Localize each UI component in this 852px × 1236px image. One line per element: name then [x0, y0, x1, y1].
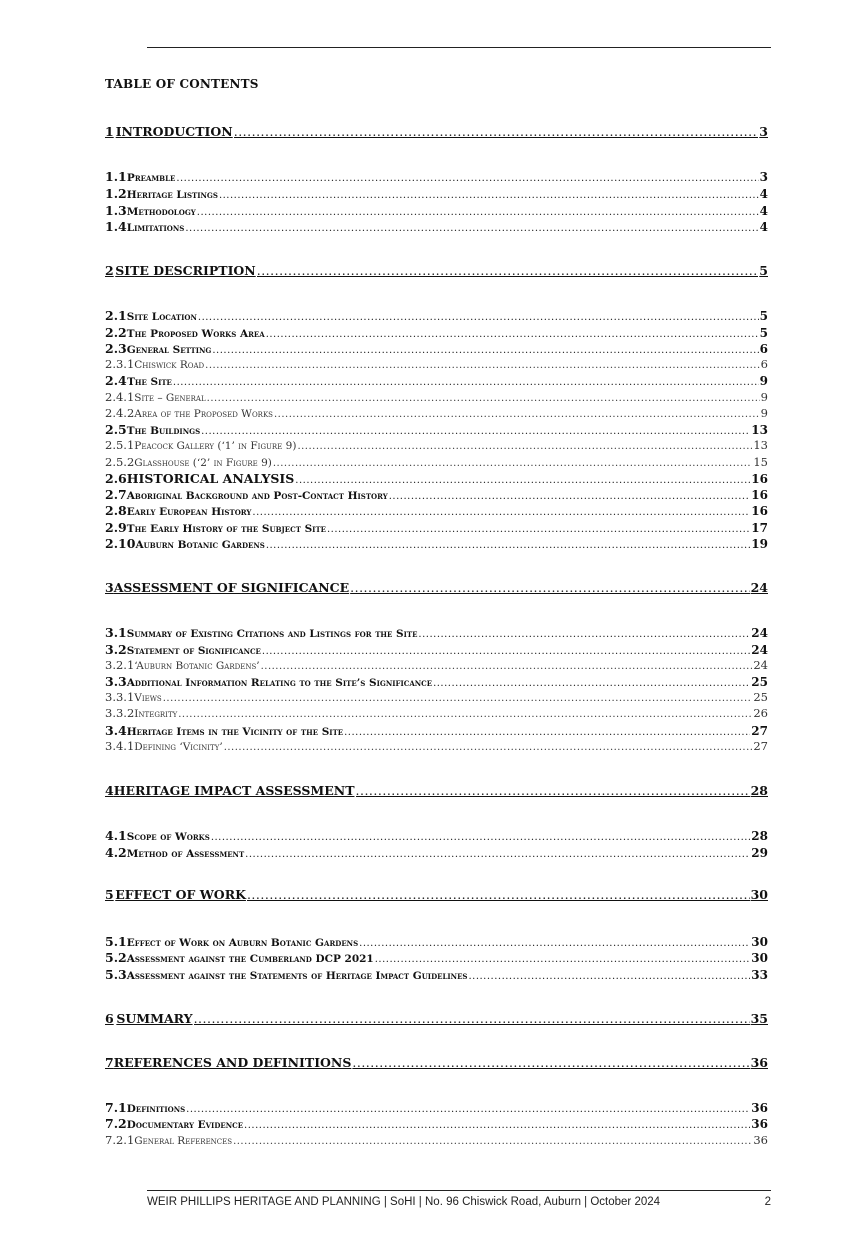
toc-entry-title: EFFECT OF WORK: [115, 887, 246, 902]
toc-entry-number: 3.4: [105, 723, 127, 738]
toc-entry-title: Views: [134, 692, 162, 704]
toc-entry-2-6[interactable]: [105, 471, 768, 486]
toc-entry-number: 1.1: [105, 169, 127, 184]
toc-entry-2[interactable]: [105, 263, 768, 278]
toc-entry-page: 30: [751, 935, 768, 949]
toc-entry-1-2[interactable]: [105, 186, 768, 201]
toc-entry-number: 2.3: [105, 341, 127, 356]
toc-entry-number: 2.3.1: [105, 357, 135, 371]
toc-entry-page: 25: [751, 675, 768, 689]
toc-entry-page: 4: [759, 187, 768, 201]
toc-entry-2-10[interactable]: [105, 536, 768, 551]
dot-leader: [356, 783, 750, 798]
toc-entry-page: 15: [753, 455, 768, 469]
toc-entry-title: Limitations: [126, 222, 185, 234]
toc-entry-page: 25: [753, 690, 768, 704]
toc-entry-3-3[interactable]: [105, 674, 768, 689]
toc-entry-title: Definitions: [126, 1103, 186, 1115]
toc-entry-page: 4: [759, 204, 768, 218]
toc-entry-page: 24: [750, 580, 768, 595]
footer-text: WEIR PHILLIPS HERITAGE AND PLANNING | SoHI | No. 96 Chiswick Road, Auburn | October 2024: [147, 1196, 661, 1208]
toc-entry-page: 24: [751, 643, 768, 657]
toc-entry-number: 3.2: [105, 642, 127, 657]
dot-leader: [201, 426, 750, 437]
footer-page-number: 2: [764, 1196, 771, 1208]
dot-leader: [468, 971, 750, 982]
toc-entry-title: The Buildings: [126, 425, 201, 437]
toc-entry-number: 3.4.1: [105, 739, 135, 753]
toc-entry-page: 5: [759, 309, 768, 323]
dot-leader: [350, 580, 749, 595]
toc-entry-7-1[interactable]: [105, 1100, 768, 1115]
toc-entry-title: Glasshouse (‘2’ in Figure 9): [134, 457, 272, 469]
toc-entry-title: Documentary Evidence: [126, 1119, 244, 1131]
toc-entry-2-5[interactable]: [105, 422, 768, 437]
toc-entry-page: 9: [760, 390, 768, 404]
toc-entry-number: 1.2: [105, 186, 127, 201]
toc-entry-number: 2.2: [105, 325, 127, 340]
toc-entry-number: 7: [105, 1055, 114, 1070]
toc-entry-number: 3: [105, 580, 114, 595]
toc-entry-number: 5.3: [105, 967, 127, 982]
toc-entry-5[interactable]: [105, 887, 768, 902]
toc-entry-number: 3.3.2: [105, 706, 135, 720]
dot-leader: [262, 646, 750, 657]
toc-entry-title: Scope of Works: [126, 831, 210, 843]
toc-entry-3-2-1[interactable]: [105, 658, 768, 672]
toc-entry-title: Early European History: [126, 506, 252, 518]
toc-entry-2-5-1[interactable]: [105, 438, 768, 452]
toc-entry-title: Assessment against the Cumberland DCP 2021: [126, 953, 374, 965]
toc-entry-title: The Site: [127, 376, 172, 388]
toc-entry-number: 2.9: [105, 520, 127, 535]
toc-entry-page: 26: [753, 706, 768, 720]
toc-entry-page: 13: [753, 438, 768, 452]
dot-leader: [178, 709, 752, 720]
dot-leader: [359, 938, 750, 949]
toc-entry-number: 2: [105, 263, 114, 278]
dot-leader: [244, 1120, 750, 1131]
toc-entry-title: SITE DESCRIPTION: [115, 263, 256, 278]
toc-entry-number: 2.5.2: [105, 455, 135, 469]
toc-entry-page: 30: [751, 951, 768, 965]
toc-entry-page: 35: [750, 1011, 768, 1026]
dot-leader: [224, 742, 753, 753]
toc-entry-page: 24: [753, 658, 768, 672]
toc-entry-6[interactable]: [105, 1011, 768, 1026]
toc-entry-title: Area of the Proposed Works: [134, 408, 273, 420]
dot-leader: [194, 1011, 750, 1026]
toc-entry-number: 3.3: [105, 674, 127, 689]
toc-entry-2-1[interactable]: [105, 308, 768, 323]
toc-entry-title: Heritage Items in the Vicinity of the Site: [126, 726, 344, 738]
toc-entry-title: Site – General: [134, 392, 206, 404]
toc-entry-title: Effect of Work on Auburn Botanic Gardens: [126, 937, 359, 949]
toc-entry-3-3-2[interactable]: [105, 706, 768, 720]
toc-entry-2-8[interactable]: [105, 503, 768, 518]
dot-leader: [219, 190, 759, 201]
dot-leader: [234, 124, 759, 139]
dot-leader: [207, 393, 760, 404]
toc-entry-title: Auburn Botanic Gardens: [135, 539, 265, 551]
toc-entry-2-3[interactable]: [105, 341, 768, 356]
toc-entry-page: 9: [760, 406, 768, 420]
dot-leader: [261, 661, 753, 672]
toc-entry-page: 5: [759, 326, 768, 340]
toc-entry-title: Methodology: [126, 206, 196, 218]
toc-entry-5-2[interactable]: [105, 950, 768, 965]
toc-entry-title: Chiswick Road: [134, 359, 205, 371]
toc-entry-3-1[interactable]: [105, 625, 768, 640]
toc-entry-1-3[interactable]: [105, 203, 768, 218]
toc-entry-number: 2.4: [105, 373, 127, 388]
toc-entry-page: 24: [751, 626, 768, 640]
toc-entry-3-4-1[interactable]: [105, 739, 768, 753]
toc-entry-3[interactable]: [105, 580, 768, 595]
toc-entry-title: SUMMARY: [116, 1011, 193, 1026]
footer-rule: [147, 1190, 771, 1191]
toc-entry-title: Integrity: [134, 708, 178, 720]
dot-leader: [205, 360, 760, 371]
toc-entry-page: 4: [759, 220, 768, 234]
toc-entry-page: 29: [751, 846, 768, 860]
toc-entry-3-4[interactable]: [105, 723, 768, 738]
toc-entry-title: ‘Auburn Botanic Gardens’: [134, 660, 260, 672]
toc-entry-title: HERITAGE IMPACT ASSESSMENT: [113, 783, 355, 798]
dot-leader: [211, 832, 750, 843]
dot-leader: [198, 312, 759, 323]
toc-entry-page: 36: [753, 1133, 768, 1147]
toc-entry-3-2[interactable]: [105, 642, 768, 657]
toc-entry-number: 1.3: [105, 203, 127, 218]
toc-entry-7[interactable]: [105, 1055, 768, 1070]
dot-leader: [266, 540, 750, 551]
header-rule: [147, 47, 771, 48]
toc-entry-number: 4: [105, 783, 114, 798]
toc-entry-page: 6: [759, 342, 768, 356]
toc-entry-title: General Setting: [126, 344, 212, 356]
toc-entry-number: 2.1: [105, 308, 127, 323]
toc-entry-number: 5: [105, 887, 114, 902]
toc-entry-page: 5: [759, 263, 768, 278]
dot-leader: [389, 491, 751, 502]
toc-entry-page: 16: [751, 472, 768, 486]
dot-leader: [212, 345, 758, 356]
toc-entry-title: General References: [134, 1135, 233, 1147]
dot-leader: [327, 524, 750, 535]
toc-entry-number: 3.1: [105, 625, 127, 640]
toc-entry-page: 6: [760, 357, 768, 371]
toc-entry-1-1[interactable]: [105, 169, 768, 184]
toc-entry-page: 27: [751, 724, 768, 738]
toc-entry-4[interactable]: [105, 783, 768, 798]
toc-entry-number: 5.2: [105, 950, 127, 965]
toc-entry-title: ASSESSMENT OF SIGNIFICANCE: [113, 580, 350, 595]
toc-entry-page: 16: [751, 488, 768, 502]
toc-entry-number: 2.10: [105, 536, 136, 551]
dot-leader: [297, 441, 752, 452]
dot-leader: [266, 329, 759, 340]
toc-entry-page: 28: [751, 829, 768, 843]
toc-entry-4-2[interactable]: [105, 845, 768, 860]
toc-entry-page: 13: [751, 423, 768, 437]
toc-entry-title: Aboriginal Background and Post-Contact History: [126, 490, 388, 502]
toc-entry-2-5-2[interactable]: [105, 455, 768, 469]
toc-entry-title: HISTORICAL ANALYSIS: [126, 471, 295, 486]
toc-entry-2-2[interactable]: [105, 325, 768, 340]
toc-entry-number: 2.4.1: [105, 390, 135, 404]
toc-entry-1-4[interactable]: [105, 219, 768, 234]
toc-entry-page: 16: [751, 504, 768, 518]
toc-entry-3-3-1[interactable]: [105, 690, 768, 704]
dot-leader: [252, 507, 750, 518]
toc-entry-number: 6: [105, 1011, 114, 1026]
dot-leader: [273, 458, 752, 469]
toc-entry-page: 36: [751, 1117, 768, 1131]
toc-entry-number: 7.2: [105, 1116, 127, 1131]
toc-entry-title: Site Location: [126, 311, 197, 323]
toc-entry-title: Method of Assessment: [126, 848, 245, 860]
toc-entry-2-7[interactable]: [105, 487, 768, 502]
toc-entry-page: 36: [751, 1101, 768, 1115]
dot-leader: [375, 954, 751, 965]
toc-entry-page: 28: [750, 783, 768, 798]
dot-leader: [274, 409, 760, 420]
toc-entry-page: 36: [750, 1055, 768, 1070]
toc-entry-title: The Proposed Works Area: [126, 328, 265, 340]
dot-leader: [418, 629, 750, 640]
toc-entry-number: 7.1: [105, 1100, 127, 1115]
toc-entry-number: 2.8: [105, 503, 127, 518]
toc-entry-number: 1.4: [105, 219, 127, 234]
toc-entry-number: 1: [105, 124, 114, 139]
toc-entry-number: 2.5: [105, 422, 127, 437]
toc-entry-page: 33: [751, 968, 768, 982]
dot-leader: [433, 678, 750, 689]
toc-entry-title: INTRODUCTION: [115, 124, 233, 139]
dot-leader: [295, 475, 750, 486]
toc-entry-page: 19: [751, 537, 768, 551]
toc-entry-title: Statement of Significance: [126, 645, 261, 657]
toc-entry-title: Heritage Listings: [126, 189, 218, 201]
toc-entry-title: REFERENCES AND DEFINITIONS: [113, 1055, 352, 1070]
toc-entry-5-1[interactable]: [105, 934, 768, 949]
toc-heading: TABLE OF CONTENTS: [105, 77, 259, 91]
toc-entry-7-2[interactable]: [105, 1116, 768, 1131]
toc-entry-2-9[interactable]: [105, 520, 768, 535]
toc-entry-title: Assessment against the Statements of Heritage Impact Guidelines: [126, 970, 468, 982]
toc-entry-page: 30: [750, 887, 768, 902]
dot-leader: [173, 377, 759, 388]
toc-entry-1[interactable]: [105, 124, 768, 139]
toc-entry-number: 3.2.1: [105, 658, 135, 672]
dot-leader: [247, 887, 750, 902]
toc-entry-7-2-1[interactable]: [105, 1133, 768, 1147]
dot-leader: [257, 263, 759, 278]
toc-entry-page: 9: [759, 374, 768, 388]
dot-leader: [197, 207, 759, 218]
dot-leader: [233, 1136, 752, 1147]
toc-entry-page: 3: [759, 170, 768, 184]
toc-entry-2-4[interactable]: [105, 373, 768, 388]
dot-leader: [176, 173, 758, 184]
toc-entry-number: 2.5.1: [105, 438, 135, 452]
toc-entry-2-3-1[interactable]: [105, 357, 768, 371]
toc-entry-5-3[interactable]: [105, 967, 768, 982]
toc-entry-title: Additional Information Relating to the Site’s Significance: [126, 677, 433, 689]
dot-leader: [352, 1055, 749, 1070]
toc-entry-page: 17: [751, 521, 768, 535]
toc-entry-number: 5.1: [105, 934, 127, 949]
toc-entry-number: 7.2.1: [105, 1133, 135, 1147]
dot-leader: [185, 223, 758, 234]
dot-leader: [163, 693, 753, 704]
dot-leader: [186, 1104, 750, 1115]
toc-entry-number: 3.3.1: [105, 690, 135, 704]
toc-entry-title: Summary of Existing Citations and Listings for the Site: [126, 628, 418, 640]
toc-entry-number: 4.1: [105, 828, 127, 843]
toc-entry-title: Defining ‘Vicinity’: [134, 741, 223, 753]
toc-entry-number: 4.2: [105, 845, 127, 860]
toc-entry-4-1[interactable]: [105, 828, 768, 843]
toc-entry-2-4-1[interactable]: [105, 390, 768, 404]
toc-entry-title: Peacock Gallery (‘1’ in Figure 9): [134, 440, 297, 452]
toc-entry-number: 2.7: [105, 487, 127, 502]
toc-entry-title: Preamble: [126, 172, 176, 184]
toc-entry-number: 2.6: [105, 471, 127, 486]
toc-entry-title: The Early History of the Subject Site: [126, 523, 326, 535]
toc-entry-2-4-2[interactable]: [105, 406, 768, 420]
toc-entry-page: 3: [759, 124, 768, 139]
dot-leader: [344, 727, 750, 738]
toc-entry-page: 27: [753, 739, 768, 753]
toc-entry-number: 2.4.2: [105, 406, 135, 420]
dot-leader: [245, 849, 750, 860]
